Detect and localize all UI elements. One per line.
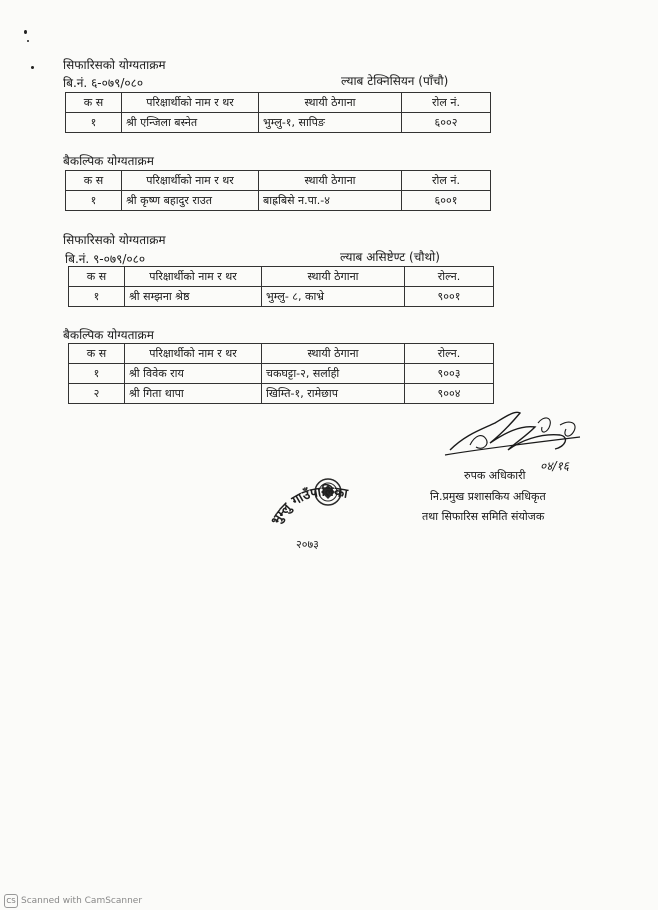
cell-address: चकघट्टा-२, सर्लाही — [262, 364, 405, 384]
col-address: स्थायी ठेगाना — [262, 344, 405, 364]
cell-name: श्री सम्झना श्रेष्ठ — [125, 287, 262, 307]
cell-name: श्री गिता थापा — [125, 384, 262, 404]
col-address: स्थायी ठेगाना — [259, 171, 402, 191]
section4-heading: बैकल्पिक योग्यताक्रम — [63, 328, 154, 342]
col-roll: रोल नं. — [402, 171, 491, 191]
col-roll: रोल नं. — [402, 93, 491, 113]
cell-roll: ९००१ — [405, 287, 494, 307]
table-header-row — [69, 267, 494, 287]
table-header-row — [66, 171, 491, 191]
scan-speck — [31, 66, 34, 69]
cell-serial: २ — [69, 384, 125, 404]
col-serial: क स — [66, 93, 122, 113]
col-name: परिक्षार्थीको नाम र थर — [122, 93, 259, 113]
col-roll: रोल्न. — [405, 267, 494, 287]
cell-roll: ९००३ — [405, 364, 494, 384]
table-header-row — [66, 93, 491, 113]
municipality-seal — [268, 468, 378, 554]
signature-date: ०४/१६ — [540, 459, 570, 473]
camscanner-logo-icon: CS — [4, 894, 18, 908]
cell-serial: १ — [66, 191, 122, 211]
col-name: परिक्षार्थीको नाम र थर — [125, 344, 262, 364]
col-serial: क स — [66, 171, 122, 191]
cell-address: भुम्लु- ८, काभ्रे — [262, 287, 405, 307]
section1-heading: सिफारिसको योग्यताक्रम — [63, 58, 166, 72]
svg-text:भुम्लु गाउँपालिका — [269, 484, 350, 528]
cell-serial: १ — [69, 364, 125, 384]
scan-speck — [27, 40, 29, 42]
seal-arc-text: भुम्लु गाउँपालिका — [268, 484, 349, 528]
signatory-role: तथा सिफारिस समिति संयोजक — [422, 510, 545, 523]
cell-address: भुम्लु-१, सापिङ — [259, 113, 402, 133]
scanner-watermark — [4, 894, 142, 908]
cell-roll: ६००१ — [402, 191, 491, 211]
cell-name: श्री विवेक राय — [125, 364, 262, 384]
section4-table — [68, 343, 494, 404]
col-roll: रोल्न. — [405, 344, 494, 364]
table-row — [69, 364, 494, 384]
cell-name: श्री एन्जिला बस्नेत — [122, 113, 259, 133]
cell-roll: ६००२ — [402, 113, 491, 133]
cell-address: बाह्रबिसे न.पा.-४ — [259, 191, 402, 211]
col-address: स्थायी ठेगाना — [262, 267, 405, 287]
col-address: स्थायी ठेगाना — [259, 93, 402, 113]
cell-roll: ९००४ — [405, 384, 494, 404]
watermark-text: Scanned with CamScanner — [21, 896, 143, 906]
signatory-title: नि.प्रमुख प्रशासकिय अधिकृत — [430, 490, 546, 503]
col-name: परिक्षार्थीको नाम र थर — [125, 267, 262, 287]
table-row — [69, 384, 494, 404]
seal-year: २०७३ — [296, 538, 319, 551]
col-serial: क स — [69, 344, 125, 364]
section1-level: ल्याब टेक्निसियन (पाँचौ) — [341, 74, 449, 88]
table-row — [66, 191, 491, 211]
table-row — [69, 287, 494, 307]
signature-block — [420, 405, 620, 525]
table-header-row — [69, 344, 494, 364]
section3-level: ल्याब असिष्टेण्ट (चौथो) — [340, 250, 440, 264]
scan-speck — [24, 30, 27, 34]
cell-serial: १ — [66, 113, 122, 133]
table-row — [66, 113, 491, 133]
col-name: परिक्षार्थीको नाम र थर — [122, 171, 259, 191]
handwritten-signature — [420, 405, 620, 470]
section2-heading: बैकल्पिक योग्यताक्रम — [63, 154, 154, 168]
section3-table — [68, 266, 494, 307]
section1-ref: बि.नं. ६-०७९/०८० — [63, 76, 144, 90]
section3-heading: सिफारिसको योग्यताक्रम — [63, 233, 166, 247]
col-serial: क स — [69, 267, 125, 287]
section3-ref: बि.नं. ९-०७९/०८० — [65, 252, 146, 266]
cell-serial: १ — [69, 287, 125, 307]
cell-address: खिम्ति-१, रामेछाप — [262, 384, 405, 404]
seal-emblem-icon — [268, 468, 378, 554]
section2-table — [65, 170, 491, 211]
section1-table — [65, 92, 491, 133]
signatory-name: रुपक अधिकारी — [464, 469, 526, 482]
cell-name: श्री कृष्ण बहादुर राउत — [122, 191, 259, 211]
